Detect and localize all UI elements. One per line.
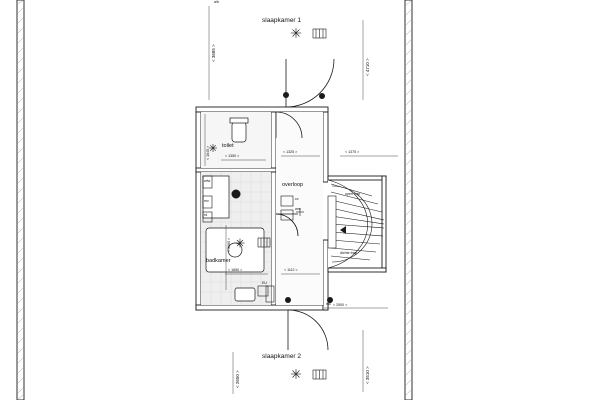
dimension-4710: < 4710 >: [365, 58, 370, 76]
note-wtw: wtw: [204, 179, 211, 183]
dimension-1350: < 1350 >: [225, 154, 240, 158]
note-mv: mv: [204, 199, 209, 203]
note-eu: EU: [262, 281, 267, 285]
label-badkamer: badkamer: [206, 258, 231, 264]
dimension-1650: < 1650 >: [228, 268, 243, 272]
dimension-3685: < 3685 >: [211, 44, 216, 62]
label-overloop: overloop: [282, 182, 304, 188]
drain-icon: [232, 190, 241, 199]
note-wm: wm: [295, 207, 301, 211]
label-slaapkamer-2: slaapkamer 2: [262, 353, 302, 360]
label-slaapkamer-1: slaapkamer 1: [262, 17, 302, 24]
note-rd: rd: [204, 213, 208, 217]
dimension-3060: < 3060 >: [227, 237, 231, 252]
dimension-3510: < 3510 >: [365, 366, 370, 384]
dimension-2500: < 2500 >: [333, 303, 348, 307]
note-cv: cv: [295, 197, 299, 201]
label-open-trap: open trap: [345, 192, 361, 196]
note-mk: mk: [326, 302, 331, 306]
note-top: a/b: [214, 0, 219, 4]
label-dichte-trap: dichte trap: [340, 251, 357, 255]
label-toilet: toilet: [222, 143, 234, 149]
dimension-1112: < 1112 >: [284, 268, 298, 272]
dimension-2650: < 2650 >: [235, 370, 240, 388]
dimension-1375: < 1375 >: [345, 150, 360, 154]
dimension-1045: < 1045 >: [206, 145, 210, 160]
dimension-1325: < 1325 >: [283, 150, 298, 154]
